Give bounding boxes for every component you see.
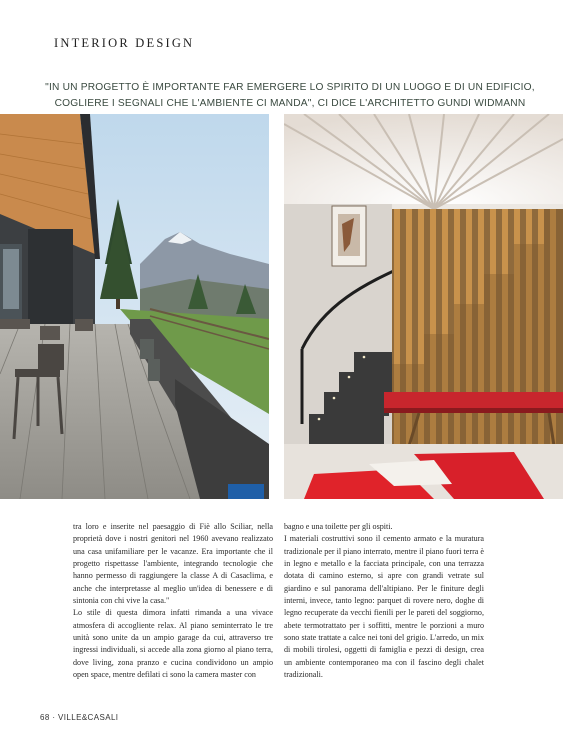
- paragraph: I materiali costruttivi sono il cemento armato e la muratura tradizionale per il piano interrato, mentre il piano fuori terra è in legno e metallo e la facciata principale, con una terrazza dotata di camino esterno, si apre con grandi vetrate sul giardino e sul panorama dell'altipiano. Per le finiture degli interni, invece, tanto legno: parquet di rovere nero, doghe di legno recuperate da vecchi fienili per le pareti del soggiorno, abete termotrattato per i soffitti, mentre le porzioni a muro sono state trattate a calce nei toni del grigio. L'arredo, un mix di mobili tirolesi, oggetti di famiglia e pezzi di design, crea un ambiente contemporaneo ma con il fascino degli chalet tradizionali.: [284, 534, 484, 680]
- page-number: 68: [40, 713, 50, 722]
- page-footer: [40, 713, 118, 722]
- paragraph: Lo stile di questa dimora infatti rimanda a una vivace atmosfera di accogliente relax. Al piano seminterrato le tre unità sono unite da un ampio garage da cui, attraverso tre ingressi individuali, si accede alla zona giorno al piano terra, dove living, zona pranzo e cucina condividono un ampio open space, mentre defilati ci sono la camera master con: [73, 608, 273, 680]
- pull-quote-line-1: "IN UN PROGETTO È IMPORTANTE FAR EMERGERE LO SPIRITO DI UN LUOGO E DI UN EDIFICIO,: [45, 82, 535, 93]
- paragraph: bagno e una toilette per gli ospiti.: [284, 522, 393, 531]
- footer-separator: ·: [52, 713, 56, 722]
- pull-quote-line-2: COGLIERE I SEGNALI CHE L'AMBIENTE CI MANDA", CI DICE L'ARCHITETTO GUNDI WIDMANN: [54, 98, 526, 109]
- body-column-left: [73, 521, 273, 681]
- body-column-right: [284, 521, 484, 681]
- paragraph: tra loro e inserite nel paesaggio di Fiè allo Sciliar, nella proprietà dove i nostri genitori nel 1960 avevano realizzato una casa unifamiliare per le vacanze. Era importante che il progetto rispettasse l'ambiente, integrando tecnologie che hanno permesso di raggiungere la classe A di Casaclima, e anche che interpretasse al meglio un'idea di benessere e di sintonia con chi vive la casa.": [73, 522, 273, 606]
- section-title: INTERIOR DESIGN: [54, 36, 195, 50]
- magazine-name: VILLE&CASALI: [58, 713, 119, 722]
- staircase-photo: [284, 114, 563, 499]
- pull-quote: [40, 80, 540, 112]
- terrace-photo: [0, 114, 269, 499]
